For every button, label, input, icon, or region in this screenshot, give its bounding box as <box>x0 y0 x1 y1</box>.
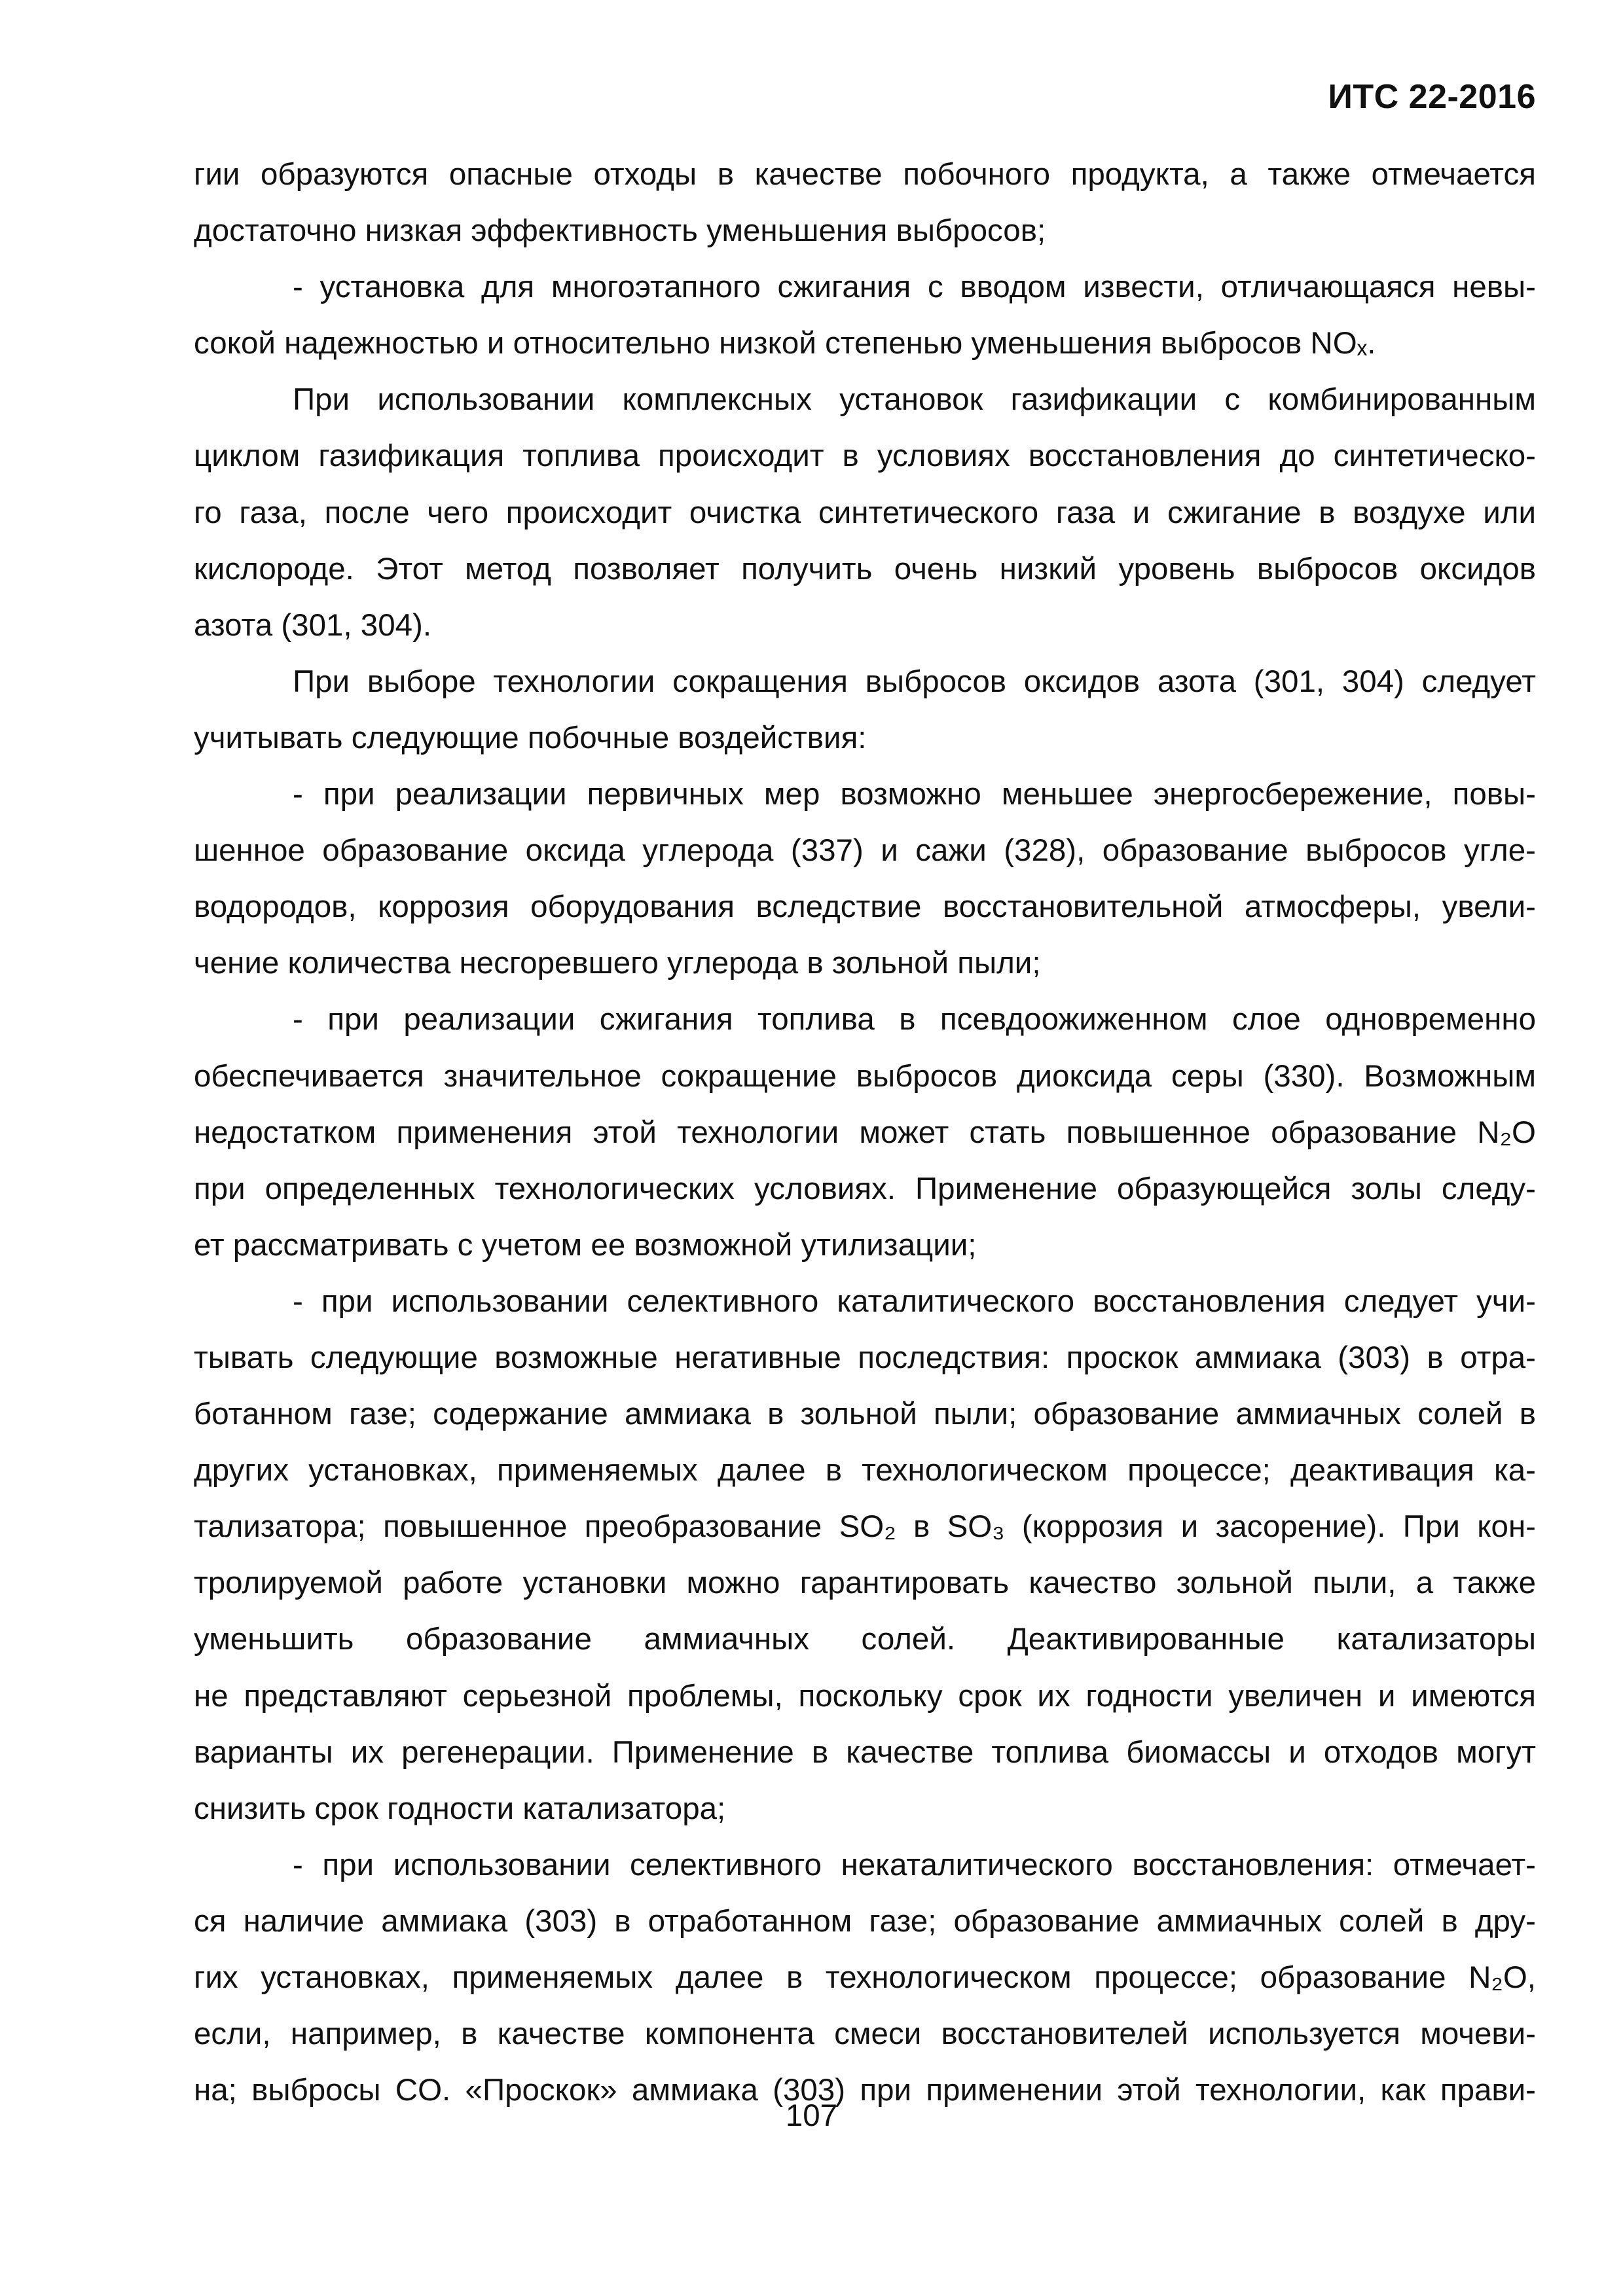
text-line: учитывать следующие побочные воздействия: <box>194 720 867 755</box>
text-line: тролируемой работе установки можно гарантировать качество зольной пыли, а также <box>194 1566 1536 1601</box>
text-line: недостатком применения этой технологии может стать повышенное образование N₂O <box>194 1115 1536 1150</box>
text-line: варианты их регенерации. Применение в качестве топлива биомассы и отходов могут <box>194 1734 1536 1770</box>
document-code-header: ИТС 22-2016 <box>1328 78 1536 116</box>
text-line: уменьшить образование аммиачных солей. Деактивированные катализаторы <box>194 1622 1536 1657</box>
text-line: не представляют серьезной проблемы, поскольку срок их годности увеличен и имеются <box>194 1678 1536 1713</box>
text-line: гии образуются опасные отходы в качестве побочного продукта, а также отмечается <box>194 157 1536 192</box>
text-line: кислороде. Этот метод позволяет получить очень низкий уровень выбросов оксидов <box>194 551 1536 586</box>
text-line: циклом газификация топлива происходит в условиях восстановления до синтетическо- <box>194 439 1536 474</box>
text-line: - при использовании селективного некаталитического восстановления: отмечает- <box>293 1847 1536 1882</box>
text-line: При выборе технологии сокращения выбросов оксидов азота (301, 304) следует <box>293 664 1536 699</box>
text-line: - при реализации сжигания топлива в псевдоожиженном слое одновременно <box>293 1002 1536 1037</box>
text-line: ет рассматривать с учетом ее возможной утилизации; <box>194 1227 977 1263</box>
text-line: сокой надежностью и относительно низкой степенью уменьшения выбросов NOₓ. <box>194 326 1376 361</box>
text-line: водородов, коррозия оборудования вследствие восстановительной атмосферы, увели- <box>194 889 1536 925</box>
text-line: других установках, применяемых далее в технологическом процессе; деактивация ка- <box>194 1453 1536 1488</box>
text-line: достаточно низкая эффективность уменьшения выбросов; <box>194 213 1046 249</box>
text-line: При использовании комплексных установок газификации с комбинированным <box>293 382 1536 418</box>
text-line: на; выбросы CO. «Проскок» аммиака (303) при применении этой технологии, как прави- <box>194 2073 1536 2108</box>
text-line: - при реализации первичных мер возможно меньшее энергосбережение, повы- <box>293 777 1536 812</box>
text-line: шенное образование оксида углерода (337) и сажи (328), образование выбросов угле- <box>194 833 1536 869</box>
text-line: азота (301, 304). <box>194 607 432 643</box>
text-line: - установка для многоэтапного сжигания с вводом извести, отличающаяся невы- <box>293 270 1536 305</box>
text-line: ся наличие аммиака (303) в отработанном газе; образование аммиачных солей в дру- <box>194 1903 1536 1939</box>
text-line: - при использовании селективного каталитического восстановления следует учи- <box>293 1283 1536 1319</box>
page-number: 107 <box>785 2098 838 2133</box>
text-line: гих установках, применяемых далее в технологическом процессе; образование N₂O, <box>194 1960 1536 1995</box>
text-line: го газа, после чего происходит очистка синтетического газа и сжигание в воздухе или <box>194 495 1536 530</box>
text-line: при определенных технологических условиях. Применение образующейся золы следу- <box>194 1171 1536 1206</box>
text-line: чение количества несгоревшего углерода в зольной пыли; <box>194 946 1041 981</box>
text-line: если, например, в качестве компонента смеси восстановителей используется мочеви- <box>194 2017 1536 2052</box>
text-line: ботанном газе; содержание аммиака в зольной пыли; образование аммиачных солей в <box>194 1397 1536 1432</box>
text-line: тализатора; повышенное преобразование SO₂ в SO₃ (коррозия и засорение). При кон- <box>194 1509 1536 1545</box>
text-line: обеспечивается значительное сокращение выбросов диоксида серы (330). Возможным <box>194 1058 1536 1094</box>
text-line: снизить срок годности катализатора; <box>194 1791 726 1826</box>
body-text <box>194 147 1536 2119</box>
text-line: тывать следующие возможные негативные последствия: проскок аммиака (303) в отра- <box>194 1340 1536 1375</box>
